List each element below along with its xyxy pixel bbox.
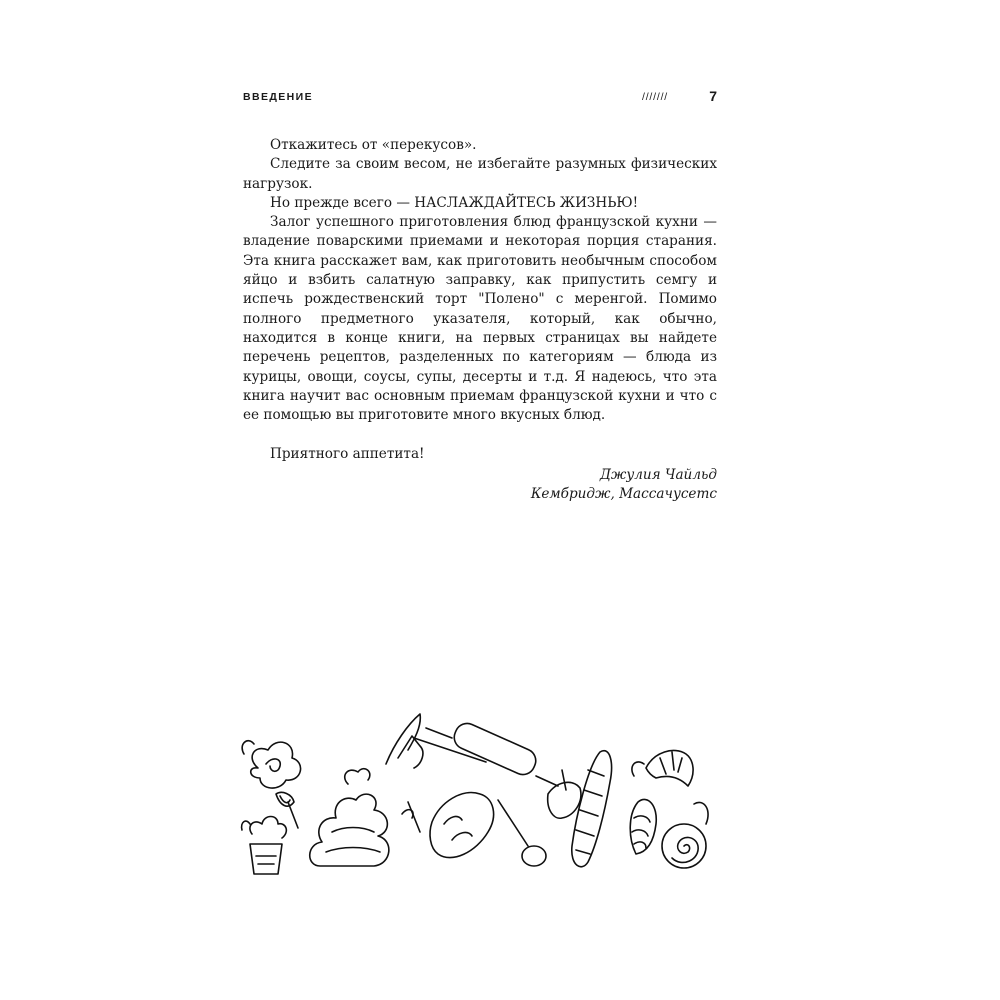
- kitchen-line-art-icon: [236, 706, 726, 886]
- paragraph: Залог успешного приготовления блюд французской кухни — владение поварскими приемами и некоторая порция старания. Эта книга расскажет вам, как приготовить необычным способом яйцо и взбить салатную заправку, как припустить семгу и испечь рождественский торт "Полено" с меренгой. Помимо полного предметного указателя, который, как обычно, находится в конце книги, на первых страницах вы найдете перечень рецептов, разделенных по категориям — блюда из курицы, овощи, соусы, супы, десерты и т.д. Я надеюсь, что эта книга научит вас основным приемам французской кухни и что с ее помощью вы приготовите много вкусных блюд.: [243, 214, 717, 424]
- paragraph: Откажитесь от «перекусов».: [270, 137, 477, 153]
- paragraph: Следите за своим весом, не избегайте разумных физических нагрузок.: [243, 156, 717, 192]
- header-slash-mark: ///////: [642, 91, 669, 103]
- section-title: ВВЕДЕНИЕ: [243, 91, 313, 103]
- signature-author: Джулия Чайльд: [599, 467, 717, 484]
- signature-place: Кембридж, Массачусетс: [530, 486, 717, 503]
- body-text: [243, 136, 717, 505]
- page-number: 7: [709, 88, 717, 104]
- running-head: [243, 90, 717, 110]
- paragraph: Но прежде всего — НАСЛАЖДАЙТЕСЬ ЖИЗНЬЮ!: [270, 194, 639, 211]
- signature: [243, 466, 717, 505]
- closing-line: Приятного аппетита!: [270, 445, 425, 462]
